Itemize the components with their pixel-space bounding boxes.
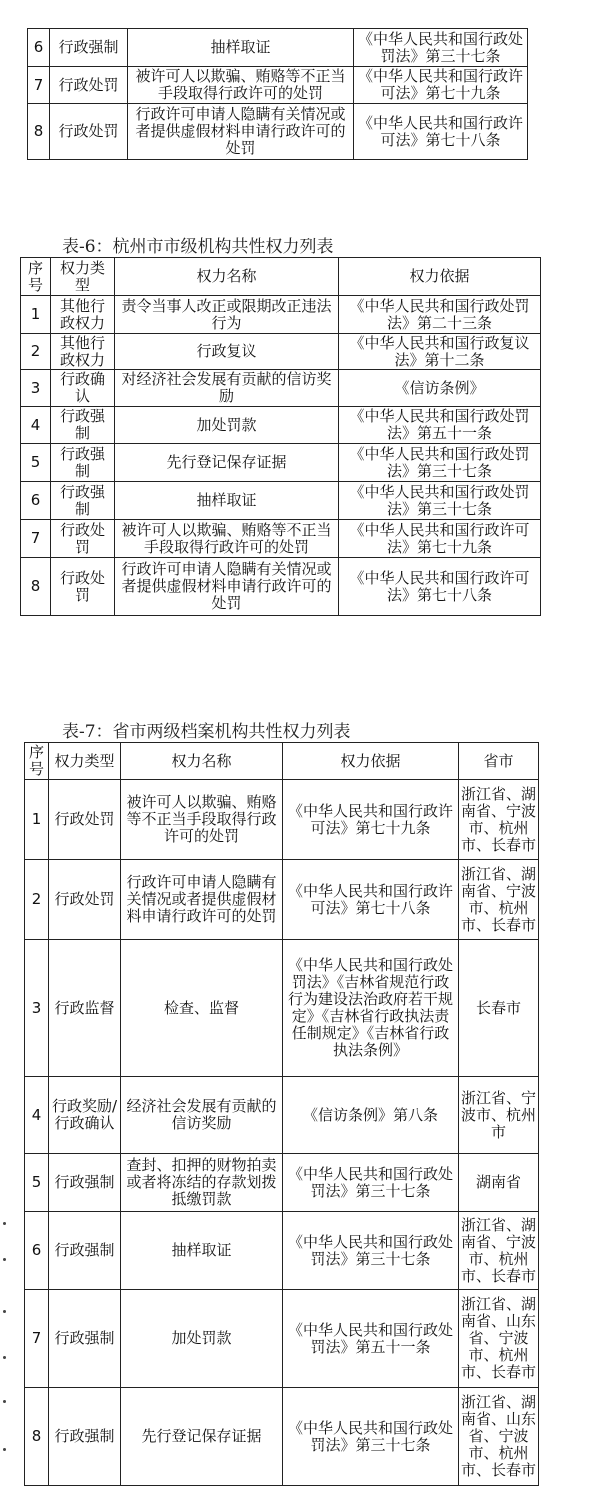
row-number: 6 <box>21 482 51 520</box>
table-row <box>21 558 541 616</box>
table-row <box>28 104 528 160</box>
region: 浙江省、宁波市、杭州市 <box>459 1077 539 1154</box>
power-basis: 《中华人民共和国行政处罚法》第三十七条 <box>283 1212 459 1290</box>
power-type: 行政强制 <box>50 29 128 67</box>
region: 浙江省、湖南省、山东省、宁波市、杭州市、长春市 <box>459 1388 539 1486</box>
power-type: 行政处罚 <box>49 780 121 860</box>
table-row <box>25 1154 539 1212</box>
row-number: 1 <box>25 780 49 860</box>
scan-mark <box>3 1222 6 1225</box>
power-name: 行政复议 <box>115 334 339 370</box>
region: 长春市 <box>459 940 539 1077</box>
row-number: 3 <box>21 370 51 407</box>
header-basis: 权力依据 <box>339 258 541 296</box>
scan-mark <box>3 1258 6 1261</box>
power-name: 经济社会发展有贡献的信访奖励 <box>121 1077 283 1154</box>
header-region: 省市 <box>459 743 539 780</box>
table-row <box>25 1212 539 1290</box>
power-basis: 《信访条例》 <box>339 370 541 407</box>
region: 湖南省 <box>459 1154 539 1212</box>
power-type: 行政强制 <box>51 407 115 444</box>
power-basis: 《中华人民共和国行政处罚法》第五十一条 <box>339 407 541 444</box>
row-number: 5 <box>21 444 51 482</box>
power-type: 行政确认 <box>51 370 115 407</box>
table-row <box>21 520 541 558</box>
row-number: 4 <box>21 407 51 444</box>
power-basis: 《中华人民共和国行政处罚法》第三十七条 <box>283 1154 459 1212</box>
region: 浙江省、湖南省、宁波市、杭州市、长春市 <box>459 780 539 860</box>
power-basis: 《中华人民共和国行政许可法》第七十八条 <box>339 558 541 616</box>
table-row <box>21 407 541 444</box>
row-number: 1 <box>21 296 51 334</box>
power-type: 行政强制 <box>49 1154 121 1212</box>
table-row <box>21 370 541 407</box>
power-type: 行政强制 <box>49 1290 121 1388</box>
header-name: 权力名称 <box>121 743 283 780</box>
power-basis: 《中华人民共和国行政许可法》第七十九条 <box>339 520 541 558</box>
table7 <box>24 742 539 1486</box>
power-basis: 《中华人民共和国行政复议法》第十二条 <box>339 334 541 370</box>
power-type: 行政强制 <box>49 1212 121 1290</box>
row-number: 7 <box>25 1290 49 1388</box>
power-basis: 《中华人民共和国行政许可法》第七十八条 <box>354 104 528 160</box>
power-basis: 《中华人民共和国行政处罚法》第三十七条 <box>354 29 528 67</box>
table-row <box>21 296 541 334</box>
power-name: 抽样取证 <box>121 1212 283 1290</box>
row-number: 2 <box>25 860 49 940</box>
power-name: 对经济社会发展有贡献的信访奖励 <box>115 370 339 407</box>
power-name: 先行登记保存证据 <box>115 444 339 482</box>
row-number: 8 <box>21 558 51 616</box>
power-type: 行政奖励/行政确认 <box>49 1077 121 1154</box>
power-name: 查封、扣押的财物拍卖或者将冻结的存款划拨抵缴罚款 <box>121 1154 283 1212</box>
power-name: 被许可人以欺骗、贿赂等不正当手段取得行政许可的处罚 <box>115 520 339 558</box>
power-type: 行政强制 <box>51 482 115 520</box>
power-basis: 《中华人民共和国行政许可法》第七十八条 <box>283 860 459 940</box>
power-basis: 《中华人民共和国行政处罚法》第五十一条 <box>283 1290 459 1388</box>
table-header-row <box>25 743 539 780</box>
power-type: 行政处罚 <box>50 67 128 104</box>
power-name: 检查、监督 <box>121 940 283 1077</box>
table-top-partial <box>27 28 528 160</box>
row-number: 4 <box>25 1077 49 1154</box>
table-row <box>25 940 539 1077</box>
table6-caption: 表-6：杭州市市级机构共性权力列表 <box>62 237 334 257</box>
table-row <box>25 780 539 860</box>
power-type: 行政处罚 <box>51 558 115 616</box>
table-row <box>21 482 541 520</box>
header-no: 序号 <box>25 743 49 780</box>
table-row <box>25 860 539 940</box>
table-row <box>28 67 528 104</box>
power-basis: 《中华人民共和国行政处罚法》《吉林省规范行政行为建设法治政府若干规定》《吉林省行政执法责任制规定》《吉林省行政执法条例》 <box>283 940 459 1077</box>
header-type: 权力类型 <box>51 258 115 296</box>
region: 浙江省、湖南省、宁波市、杭州市、长春市 <box>459 1212 539 1290</box>
power-basis: 《中华人民共和国行政处罚法》第二十三条 <box>339 296 541 334</box>
power-name: 加处罚款 <box>121 1290 283 1388</box>
power-type: 行政处罚 <box>51 520 115 558</box>
power-name: 抽样取证 <box>115 482 339 520</box>
row-number: 7 <box>21 520 51 558</box>
row-number: 6 <box>25 1212 49 1290</box>
header-name: 权力名称 <box>115 258 339 296</box>
power-name: 行政许可申请人隐瞒有关情况或者提供虚假材料申请行政许可的处罚 <box>121 860 283 940</box>
table-row <box>25 1077 539 1154</box>
header-no: 序号 <box>21 258 51 296</box>
row-number: 6 <box>28 29 50 67</box>
power-basis: 《中华人民共和国行政处罚法》第三十七条 <box>283 1388 459 1486</box>
power-basis: 《中华人民共和国行政许可法》第七十九条 <box>283 780 459 860</box>
power-name: 行政许可申请人隐瞒有关情况或者提供虚假材料申请行政许可的处罚 <box>115 558 339 616</box>
power-type: 行政监督 <box>49 940 121 1077</box>
row-number: 7 <box>28 67 50 104</box>
power-type: 行政处罚 <box>50 104 128 160</box>
power-type: 行政处罚 <box>49 860 121 940</box>
region: 浙江省、湖南省、宁波市、杭州市、长春市 <box>459 860 539 940</box>
scan-mark <box>3 1356 6 1359</box>
power-type: 其他行政权力 <box>51 296 115 334</box>
scan-mark <box>3 1310 6 1313</box>
table-header-row <box>21 258 541 296</box>
scan-mark <box>3 1448 6 1451</box>
header-type: 权力类型 <box>49 743 121 780</box>
header-basis: 权力依据 <box>283 743 459 780</box>
power-name: 被许可人以欺骗、贿赂等不正当手段取得行政许可的处罚 <box>128 67 354 104</box>
table-row <box>25 1290 539 1388</box>
table-row <box>28 29 528 67</box>
power-basis: 《信访条例》第八条 <box>283 1077 459 1154</box>
row-number: 8 <box>25 1388 49 1486</box>
power-name: 责令当事人改正或限期改正违法行为 <box>115 296 339 334</box>
power-name: 行政许可申请人隐瞒有关情况或者提供虚假材料申请行政许可的处罚 <box>128 104 354 160</box>
table-row <box>21 334 541 370</box>
power-basis: 《中华人民共和国行政处罚法》第三十七条 <box>339 444 541 482</box>
row-number: 5 <box>25 1154 49 1212</box>
scan-mark <box>3 1400 6 1403</box>
power-type: 其他行政权力 <box>51 334 115 370</box>
table-row <box>21 444 541 482</box>
table6 <box>20 257 541 616</box>
power-type: 行政强制 <box>51 444 115 482</box>
table7-caption: 表-7：省市两级档案机构共性权力列表 <box>62 722 351 742</box>
power-basis: 《中华人民共和国行政许可法》第七十九条 <box>354 67 528 104</box>
power-name: 被许可人以欺骗、贿赂等不正当手段取得行政许可的处罚 <box>121 780 283 860</box>
row-number: 2 <box>21 334 51 370</box>
row-number: 8 <box>28 104 50 160</box>
row-number: 3 <box>25 940 49 1077</box>
power-name: 抽样取证 <box>128 29 354 67</box>
table-row <box>25 1388 539 1486</box>
power-name: 先行登记保存证据 <box>121 1388 283 1486</box>
power-type: 行政强制 <box>49 1388 121 1486</box>
power-name: 加处罚款 <box>115 407 339 444</box>
power-basis: 《中华人民共和国行政处罚法》第三十七条 <box>339 482 541 520</box>
region: 浙江省、湖南省、山东省、宁波市、杭州市、长春市 <box>459 1290 539 1388</box>
